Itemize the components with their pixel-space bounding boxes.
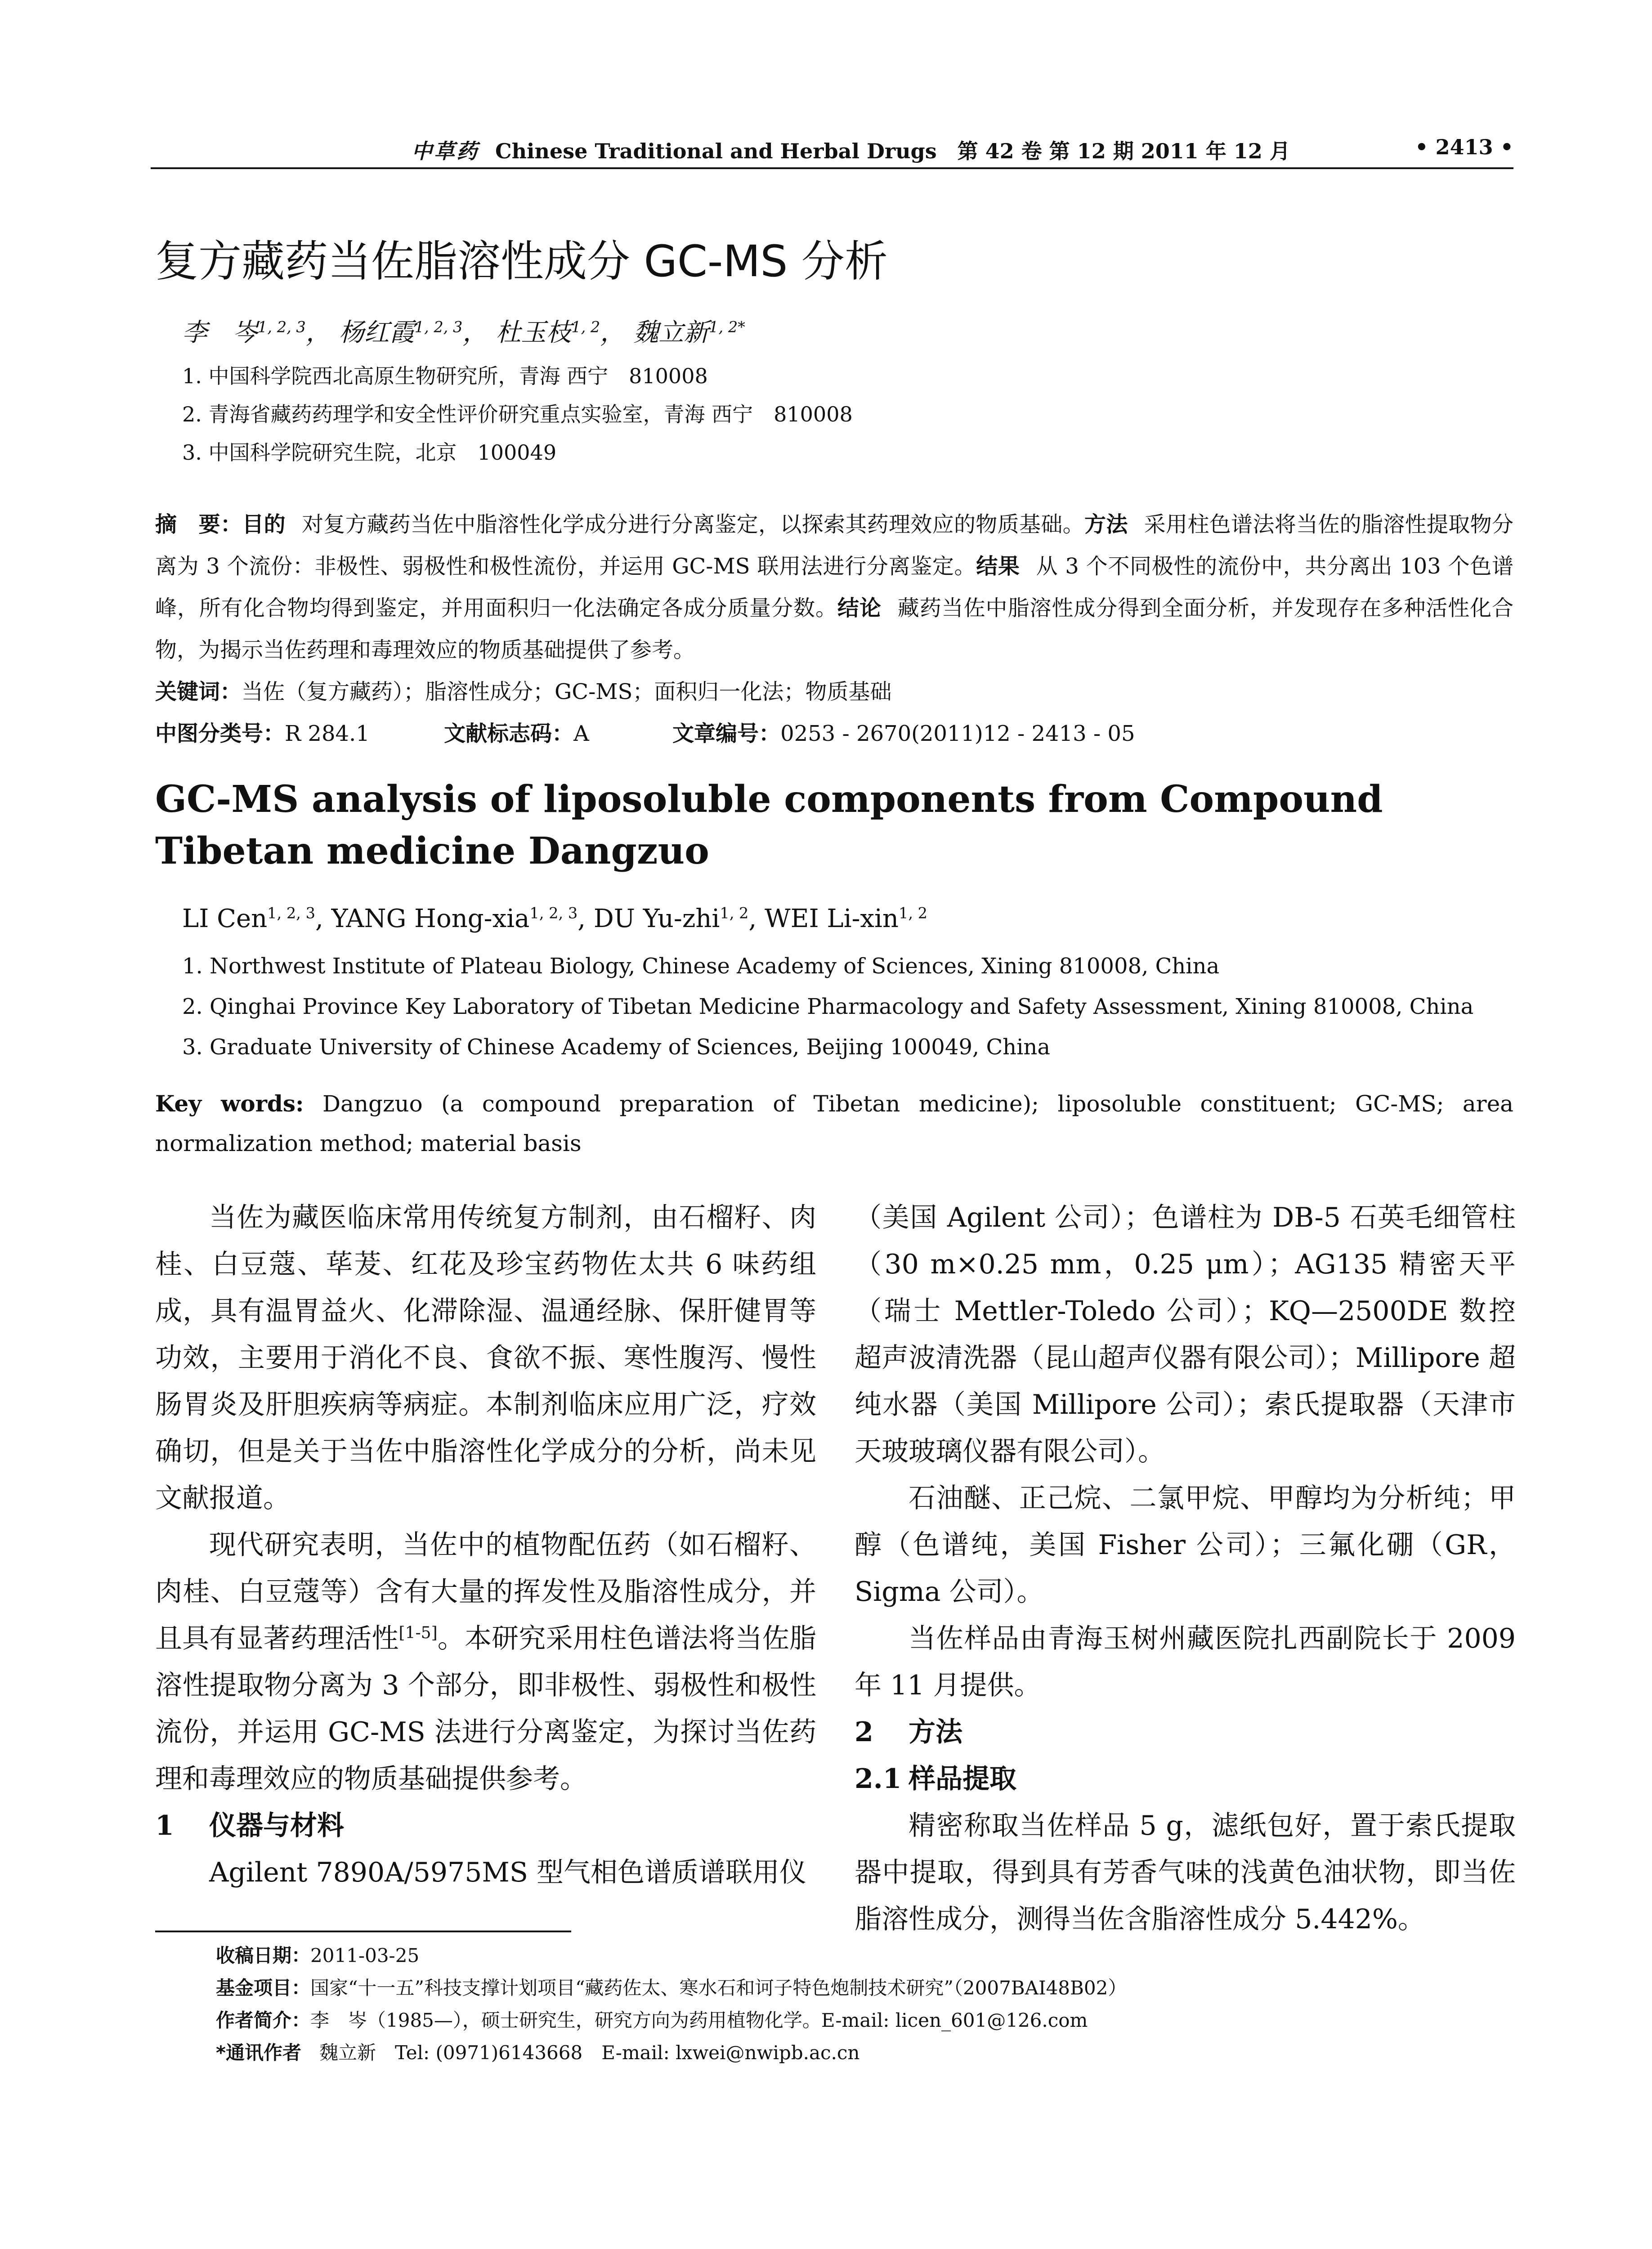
body-paragraph: （美国 Agilent 公司）；色谱柱为 DB-5 石英毛细管柱（30 m×0.25 mm，0.25 μm）；AG135 精密天平（瑞士 Mettler-Toledo 公司）；KQ—2500DE 数控超声波清洗器（昆山超声仪器有限公司）；Millipore 超纯水器（美国 Millipore 公司）；索氏提取器（天津市天玻玻璃仪器有限公司）。: [855, 1202, 1516, 1467]
author-name: LI Cen: [182, 904, 268, 933]
journal-info: Chinese Traditional and Herbal Drugs 第 42 卷 第 12 期 2011 年 12 月: [495, 139, 1290, 163]
body-paragraph: 当佐样品由青海玉树州藏医院扎西副院长于 2009 年 11 月提供。: [855, 1623, 1516, 1701]
affiliation-en-1: 1. Northwest Institute of Plateau Biology, Chinese Academy of Sciences, Xining 810008, China: [182, 954, 1220, 979]
fund-value: 国家“十一五”科技支撑计划项目“藏药佐太、寒水石和诃子特色炮制技术研究”（2007BAI48B02）: [310, 1977, 1127, 1999]
keywords-en-text: Dangzuo (a compound preparation of Tibetan medicine); liposoluble constituent; GC-MS; area normalization method; material basis: [155, 1091, 1513, 1156]
author-name: 杜玉枝: [496, 318, 572, 347]
doc-code-label: 文献标志码：: [444, 721, 574, 746]
fund-label: 基金项目：: [216, 1977, 311, 1999]
keywords-en: [155, 1084, 1513, 1163]
received-label: 收稿日期：: [216, 1944, 311, 1967]
section-title: 仪器与材料: [209, 1810, 344, 1841]
section-number: 1: [155, 1810, 174, 1841]
author-affil-sup: 1, 2, 3: [258, 318, 306, 336]
classification-line: [155, 713, 1513, 755]
journal-logo: 中草药: [412, 139, 479, 163]
footnotes: [216, 1940, 1127, 2069]
author-name: 杨红霞: [339, 318, 415, 347]
author-name: 魏立新: [633, 318, 709, 347]
author-name: DU Yu-zhi: [593, 904, 720, 933]
author-sep: ，: [305, 318, 331, 347]
objective-label: 目的: [242, 512, 286, 537]
section-heading-2-1: [855, 1756, 1516, 1802]
author-affil-sup: 1, 2: [898, 904, 928, 922]
affiliation-cn-2: 2. 青海省藏药药理学和安全性评价研究重点实验室，青海 西宁 810008: [182, 402, 853, 426]
corr-value: 魏立新 Tel: (0971)6143668 E-mail: lxwei@nwipb.ac.cn: [319, 2042, 860, 2064]
author-name: WEI Li-xin: [765, 904, 899, 933]
author-list-cn: [182, 313, 745, 349]
body-paragraph: [155, 1522, 816, 1802]
methods-label: 方法: [1084, 512, 1128, 537]
section-number: 2.1: [855, 1763, 902, 1795]
footnote-rule: [155, 1931, 571, 1932]
objective-text: 对复方藏药当佐中脂溶性化学成分进行分离鉴定，以探索其药理效应的物质基础。: [302, 512, 1084, 537]
corresponding-author: [216, 2037, 1127, 2069]
results-text: 从 3 个不同极性的流份中，共分离出 103 个色谱峰，所有化合物均得到鉴定，并用面积归一化法确定各成分质量分数。: [155, 554, 1513, 621]
author-sep: ,: [315, 904, 331, 933]
keywords-cn: [155, 671, 1513, 713]
section-title: 方法: [909, 1716, 963, 1748]
affiliation-en-2: 2. Qinghai Province Key Laboratory of Tibetan Medicine Pharmacology and Safety Assessment, Xining 810008, China: [182, 994, 1474, 1019]
author-sep: ,: [748, 904, 765, 933]
body-column-right: [855, 1194, 1516, 1943]
author-name: YANG Hong-xia: [331, 904, 530, 933]
bio-value: 李 岑（1985—），硕士研究生，研究方向为药用植物化学。E-mail: licen_601@126.com: [310, 2009, 1088, 2031]
affiliation-cn-3: 3. 中国科学院研究生院，北京 100049: [182, 440, 557, 465]
header-rule: [151, 167, 1513, 169]
conclusion-label: 结论: [837, 596, 882, 621]
affiliation-cn-1: 1. 中国科学院西北高原生物研究所，青海 西宁 810008: [182, 364, 708, 388]
body-paragraph: 当佐为藏医临床常用传统复方制剂，由石榴籽、肉桂、白豆蔻、荜茇、红花及珍宝药物佐太共 6 味药组成，具有温胃益火、化滞除湿、温通经脉、保肝健胃等功效，主要用于消化不良、食欲不振、寒性腹泻、慢性肠胃炎及肝胆疾病等病症。本制剂临床应用广泛，疗效确切，但是关于当佐中脂溶性化学成分的分析，尚未见文献报道。: [155, 1202, 816, 1514]
keywords-text: 当佐（复方藏药）；脂溶性成分；GC-MS；面积归一化法；物质基础: [242, 679, 892, 704]
author-sep: ，: [462, 318, 488, 347]
results-label: 结果: [976, 554, 1020, 579]
funding: [216, 1972, 1127, 2004]
body-text: 现代研究表明，当佐中的植物配伍药（如石榴籽、肉桂、白豆蔻等）含有大量的挥发性及脂溶性成分，并且具有显著药理活性: [155, 1529, 816, 1654]
author-affil-sup: 1, 2: [720, 904, 749, 922]
section-number: 2: [855, 1716, 873, 1748]
body-column-left: [155, 1194, 816, 1896]
author-sep: ,: [578, 904, 594, 933]
page-number: • 2413 •: [1415, 135, 1513, 159]
author-affil-sup: 1, 2*: [709, 318, 745, 336]
article-no-value: 0253 - 2670(2011)12 - 2413 - 05: [780, 721, 1135, 746]
running-header: [151, 130, 1513, 166]
keywords-en-label: Key words:: [155, 1090, 304, 1117]
article-title-en: GC-MS analysis of liposoluble components from Compound Tibetan medicine Dangzuo: [155, 778, 1383, 873]
citation-ref: [1-5]: [398, 1624, 438, 1642]
author-list-en: [182, 904, 927, 933]
abstract-label: 摘 要：: [155, 512, 242, 537]
author-sep: ，: [600, 318, 626, 347]
clc-label: 中图分类号：: [155, 721, 285, 746]
received-date: [216, 1940, 1127, 1972]
article-title-cn: 复方藏药当佐脂溶性成分 GC-MS 分析: [155, 236, 888, 287]
section-heading-1: [155, 1802, 816, 1849]
abstract-body: [155, 504, 1513, 671]
received-value: 2011-03-25: [310, 1944, 420, 1967]
conclusion-text: 藏药当佐中脂溶性成分得到全面分析，并发现存在多种活性化合物，为揭示当佐药理和毒理效应的物质基础提供了参考。: [155, 596, 1513, 663]
author-bio: [216, 2004, 1127, 2037]
author-name: 李 岑: [182, 318, 258, 347]
author-affil-sup: 1, 2, 3: [267, 904, 315, 922]
journal-line: [412, 135, 1290, 165]
body-paragraph: 精密称取当佐样品 5 g，滤纸包好，置于索氏提取器中提取，得到具有芳香气味的浅黄色油状物，即当佐脂溶性成分，测得当佐含脂溶性成分 5.442%。: [855, 1810, 1516, 1935]
affiliation-en-3: 3. Graduate University of Chinese Academy of Sciences, Beijing 100049, China: [182, 1035, 1050, 1060]
body-text: 。本研究采用柱色谱法将当佐脂溶性提取物分离为 3 个部分，即非极性、弱极性和极性流份，并运用 GC-MS 法进行分离鉴定，为探讨当佐药理和毒理效应的物质基础提供参考。: [155, 1623, 817, 1795]
keywords-label: 关键词：: [155, 679, 242, 704]
article-no-label: 文章编号：: [672, 721, 781, 746]
section-heading-2: [855, 1709, 1516, 1756]
doc-code-value: A: [573, 721, 589, 746]
author-affil-sup: 1, 2: [571, 318, 600, 336]
body-paragraph: 石油醚、正己烷、二氯甲烷、甲醇均为分析纯；甲醇（色谱纯，美国 Fisher 公司）；三氟化硼（GR，Sigma 公司）。: [855, 1483, 1516, 1608]
methods-text: 采用柱色谱法将当佐的脂溶性提取物分离为 3 个流份：非极性、弱极性和极性流份，并运用 GC-MS 联用法进行分离鉴定。: [155, 512, 1513, 579]
bio-label: 作者简介：: [216, 2009, 311, 2031]
clc-value: R 284.1: [285, 721, 370, 746]
body-paragraph: Agilent 7890A/5975MS 型气相色谱质谱联用仪: [209, 1857, 806, 1888]
corr-label: *通讯作者: [216, 2042, 301, 2064]
abstract-cn: [155, 504, 1513, 755]
author-affil-sup: 1, 2, 3: [414, 318, 463, 336]
section-title: 样品提取: [909, 1763, 1016, 1795]
author-affil-sup: 1, 2, 3: [529, 904, 578, 922]
